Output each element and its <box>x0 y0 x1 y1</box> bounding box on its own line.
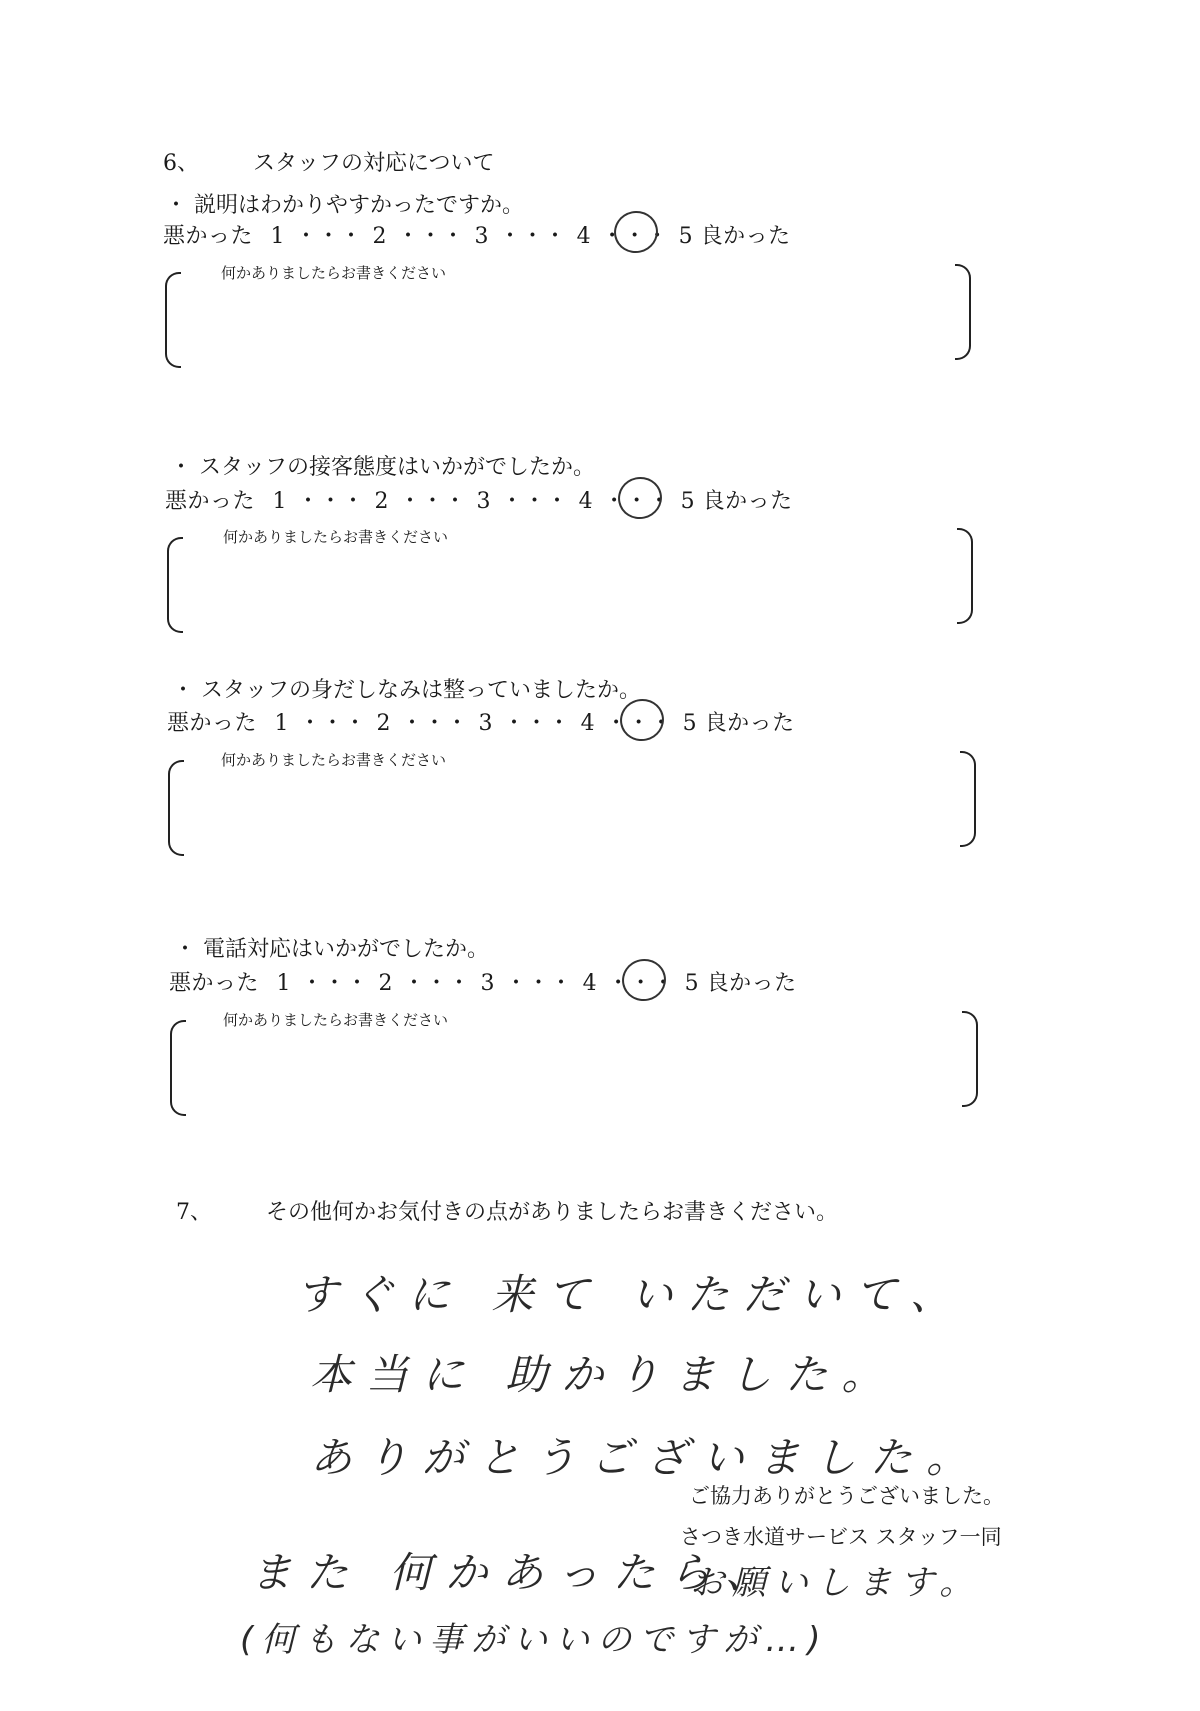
scale-bad-label: 悪かった <box>167 711 258 736</box>
scale-bad-label: 悪かった <box>163 224 254 249</box>
scale-option-3[interactable]: 3 <box>480 971 496 996</box>
question-1: ・ 説明はわかりやすかったですか。 <box>165 193 524 218</box>
section6-number: 6、 <box>163 151 199 176</box>
comment-prompt-4: 何かありましたらお書きください <box>223 1011 449 1029</box>
comment-prompt-2: 何かありましたらお書きください <box>223 528 449 546</box>
scale-dots: ・・・ <box>501 489 569 514</box>
handwritten-line-4: また 何かあったら、 <box>250 1548 781 1597</box>
question-2: ・ スタッフの接客態度はいかがでしたか。 <box>170 455 595 480</box>
scale-dots: ・・・ <box>295 224 363 249</box>
scale-good-label: 良かった <box>704 711 795 736</box>
handwritten-line-2: 本当に 助かりました。 <box>310 1350 898 1399</box>
section7-title: その他何かお気付きの点がありましたらお書きください。 <box>266 1200 839 1225</box>
scale-option-2[interactable]: 2 <box>374 489 390 514</box>
rating-scale-2 <box>165 484 793 515</box>
comment-box-left-bracket <box>167 537 183 633</box>
rating-scale-1 <box>163 219 791 250</box>
comment-box-left-bracket <box>170 1020 186 1116</box>
scale-dots: ・・・ <box>607 971 675 996</box>
scale-dots: ・・・ <box>403 971 471 996</box>
scale-option-5[interactable]: 5 <box>678 224 694 249</box>
scale-dots: ・・・ <box>397 224 465 249</box>
scale-dots: ・・・ <box>399 489 467 514</box>
closing-thanks: ご協力ありがとうございました。 <box>689 1484 1004 1508</box>
scale-option-3[interactable]: 3 <box>476 489 492 514</box>
scale-option-4[interactable]: 4 <box>580 711 596 736</box>
comment-box-left-bracket <box>165 272 181 368</box>
scale-dots: ・・・ <box>297 489 365 514</box>
scale-dots: ・・・ <box>505 971 573 996</box>
comment-prompt-3: 何かありましたらお書きください <box>221 751 447 769</box>
scale-good-label: 良かった <box>700 224 791 249</box>
scale-bad-label: 悪かった <box>169 971 260 996</box>
section6-title: スタッフの対応について <box>253 151 495 176</box>
handwritten-line-3: ありがとうございました。 <box>310 1433 983 1482</box>
section7-number: 7、 <box>176 1200 212 1225</box>
scale-option-1[interactable]: 1 <box>276 971 292 996</box>
rating-scale-3 <box>167 706 795 737</box>
handwritten-line-5: お願いします。 <box>690 1563 982 1603</box>
scale-bad-label: 悪かった <box>165 489 256 514</box>
handwritten-line-6: (何もない事がいいのですが…) <box>240 1620 829 1660</box>
scale-option-4[interactable]: 4 <box>576 224 592 249</box>
scale-option-2[interactable]: 2 <box>378 971 394 996</box>
section6-heading <box>163 146 495 177</box>
scale-dots: ・・・ <box>603 489 671 514</box>
comment-box-right-bracket <box>962 1011 978 1107</box>
handwritten-line-1: すぐに 来て いただいて、 <box>296 1270 966 1319</box>
scale-dots: ・・・ <box>499 224 567 249</box>
scale-good-label: 良かった <box>706 971 797 996</box>
selected-rating-circle <box>618 955 670 1005</box>
comment-box-right-bracket <box>960 751 976 847</box>
scale-dots: ・・・ <box>401 711 469 736</box>
question-4: ・ 電話対応はいかがでしたか。 <box>174 937 489 962</box>
scale-dots: ・・・ <box>601 224 669 249</box>
question-3: ・ スタッフの身だしなみは整っていましたか。 <box>172 678 641 703</box>
scale-option-1[interactable]: 1 <box>274 711 290 736</box>
scale-good-label: 良かった <box>702 489 793 514</box>
scale-option-4[interactable]: 4 <box>582 971 598 996</box>
scale-dots: ・・・ <box>503 711 571 736</box>
scale-option-3[interactable]: 3 <box>474 224 490 249</box>
comment-box-right-bracket <box>955 264 971 360</box>
scale-dots: ・・・ <box>299 711 367 736</box>
scale-option-1[interactable]: 1 <box>272 489 288 514</box>
scale-option-2[interactable]: 2 <box>376 711 392 736</box>
scale-dots: ・・・ <box>301 971 369 996</box>
scale-option-5[interactable]: 5 <box>680 489 696 514</box>
scale-dots: ・・・ <box>605 711 673 736</box>
selected-rating-circle <box>614 473 666 523</box>
closing-company: さつき水道サービス スタッフ一同 <box>680 1525 1002 1549</box>
scale-option-5[interactable]: 5 <box>682 711 698 736</box>
rating-scale-4 <box>169 966 797 997</box>
section7-heading <box>176 1195 838 1226</box>
scale-option-2[interactable]: 2 <box>372 224 388 249</box>
scale-option-5[interactable]: 5 <box>684 971 700 996</box>
comment-prompt-1: 何かありましたらお書きください <box>221 264 447 282</box>
comment-box-left-bracket <box>168 760 184 856</box>
scale-option-3[interactable]: 3 <box>478 711 494 736</box>
scale-option-1[interactable]: 1 <box>270 224 286 249</box>
comment-box-right-bracket <box>957 528 973 624</box>
scale-option-4[interactable]: 4 <box>578 489 594 514</box>
